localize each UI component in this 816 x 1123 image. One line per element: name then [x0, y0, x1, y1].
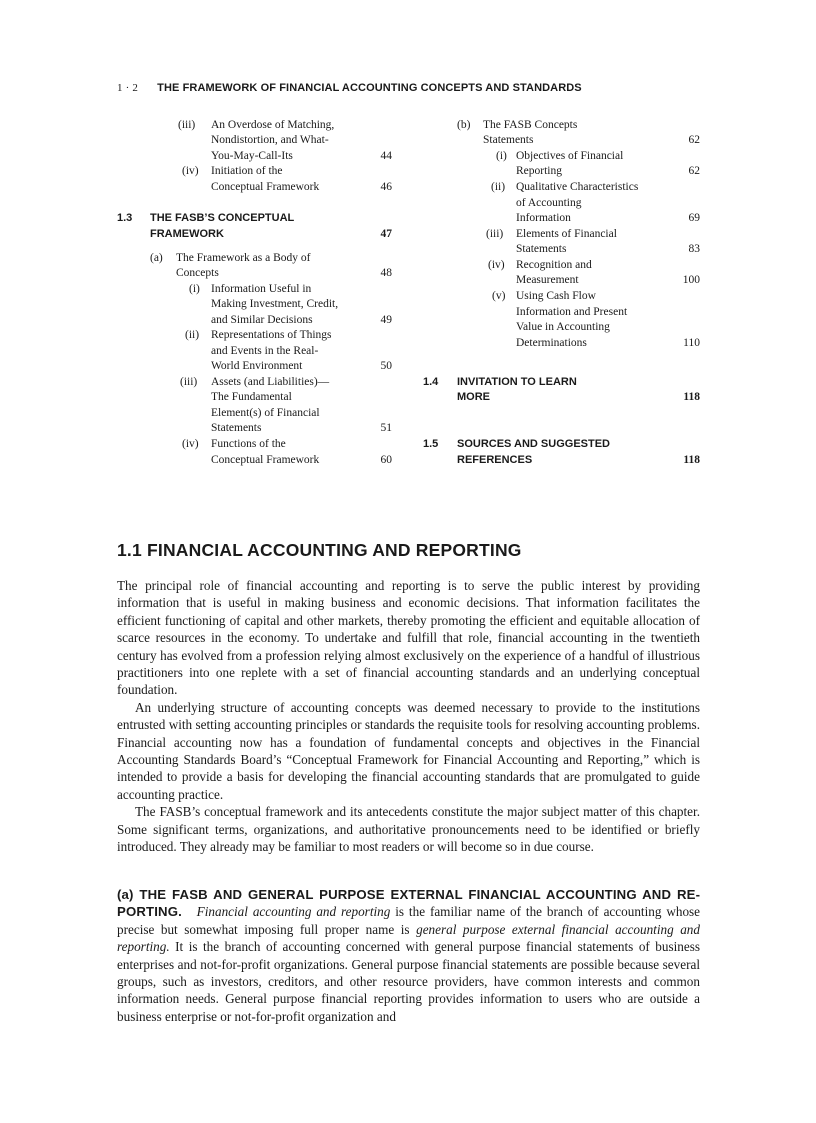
subsection	[117, 886, 700, 1025]
toc-entry-text: Conceptual Framework	[211, 181, 320, 193]
emphasis: general purpose external financial accounting and reporting.	[117, 921, 700, 955]
toc-entry-page: 44	[380, 150, 392, 162]
toc-entry-text: Concepts	[176, 267, 219, 279]
toc-entry-number: (iv)	[182, 165, 199, 177]
toc-entry-page: 49	[380, 314, 392, 326]
toc-entry-text: Qualitative Characteristics	[516, 181, 639, 193]
subsection-heading: (a) THE FASB AND GENERAL PURPOSE EXTERNAL FINANCIAL ACCOUNTING AND REPORTING.	[117, 887, 700, 920]
toc-entry-number: (i)	[189, 283, 200, 295]
toc-entry-number: (v)	[492, 290, 506, 302]
section-heading: 1.1 FINANCIAL ACCOUNTING AND REPORTING	[117, 540, 522, 560]
toc-section-text: MORE	[457, 391, 490, 403]
toc-entry-text: Statements	[483, 134, 534, 146]
toc-entry-page: 83	[688, 243, 700, 255]
toc-section-text: REFERENCES	[457, 454, 533, 466]
toc-section-number: 1.4	[423, 376, 439, 388]
toc-entry-text: Statements	[516, 243, 567, 255]
toc-entry-text: Reporting	[516, 165, 562, 177]
toc-entry-text: Information and Present	[516, 306, 628, 318]
toc-entry-text: and Similar Decisions	[211, 314, 313, 326]
toc-entry-text: Representations of Things	[211, 329, 332, 341]
body-text	[117, 577, 700, 856]
toc-entry-text: You-May-Call-Its	[211, 150, 293, 162]
toc-entry-page: 48	[380, 267, 392, 279]
toc-entry-text: of Accounting	[516, 197, 582, 209]
toc-section-text: SOURCES AND SUGGESTED	[457, 438, 611, 450]
toc-entry-text: and Events in the Real-	[211, 345, 319, 357]
toc-entry-number: (iii)	[486, 228, 504, 240]
toc-entry-text: The FASB Concepts	[483, 119, 578, 131]
toc-entry-text: Functions of the	[211, 438, 286, 450]
toc-section-page: 47	[380, 228, 392, 240]
toc-entry-text: The Fundamental	[211, 391, 292, 403]
toc-entry-text: The Framework as a Body of	[176, 252, 311, 264]
paragraph	[117, 886, 700, 1025]
toc-entry-text: Elements of Financial	[516, 228, 617, 240]
toc-entry-page: 60	[380, 454, 392, 466]
text-run: is the familiar name of the branch of accounting whose precise but somewhat imposing full proper name is	[117, 904, 701, 937]
toc-entry-text: Information Useful in	[211, 283, 312, 295]
toc-entry-text: Determinations	[516, 337, 587, 349]
toc-entry-text: Measurement	[516, 274, 579, 286]
toc-entry-text: Value in Accounting	[516, 321, 610, 333]
paragraph: The FASB’s conceptual framework and its antecedents constitute the major subject matter of this chapter. Some significant terms, organizations, and authoritative pronouncements need to be identified or briefly introduced. They already may be familiar to most readers or will become so in due course.	[117, 804, 700, 855]
toc-entry-number: (iii)	[180, 376, 198, 388]
toc-entry-text: Recognition and	[516, 259, 592, 271]
paragraph: The principal role of financial accounting and reporting is to serve the public interest by providing information that is useful in making business and economic decisions. That information facilitates the efficient functioning of capital and other markets, thereby promoting the efficient and equitable allocation of scarce resources in the economy. To undertake and fulfill that role, financial accounting in the twentieth century has evolved from a profession relying almost exclusively on the experience of a handful of illustrious practitioners into one replete with a set of financial accounting standards and an underlying conceptual foundation.	[117, 578, 700, 698]
toc-entry-number: (iv)	[182, 438, 199, 450]
toc-entry-text: Making Investment, Credit,	[211, 298, 339, 310]
toc-entry-number: (b)	[457, 119, 471, 131]
toc-entry-number: (iii)	[178, 119, 196, 131]
toc-entry-text: Element(s) of Financial	[211, 407, 320, 419]
toc-entry-text: Assets (and Liabilities)—	[211, 376, 330, 388]
toc-entry-page: 51	[380, 422, 392, 434]
toc-entry-text: Using Cash Flow	[516, 290, 596, 302]
toc-entry-text: World Environment	[211, 360, 303, 372]
page-separator: ·	[125, 82, 130, 94]
toc-entry-page: 69	[688, 212, 700, 224]
toc-entry-text: Initiation of the	[211, 165, 283, 177]
toc-entry-page: 62	[688, 165, 700, 177]
toc-entry-text: Statements	[211, 422, 262, 434]
toc-section-number: 1.5	[423, 438, 439, 450]
toc-section-page: 118	[683, 391, 700, 403]
toc-entry-text: Objectives of Financial	[516, 150, 624, 162]
page-number: 2	[132, 82, 138, 94]
toc-section-number: 1.3	[117, 212, 133, 224]
chapter-number: 1	[117, 82, 123, 94]
toc-section-text: THE FASB’S CONCEPTUAL	[150, 212, 295, 224]
toc-entry-number: (i)	[496, 150, 507, 162]
toc-entry-number: (ii)	[185, 329, 200, 341]
toc-entry-number: (a)	[150, 252, 163, 264]
toc-entry-text: Conceptual Framework	[211, 454, 320, 466]
toc-entry-page: 110	[683, 337, 700, 349]
toc-entry-page: 62	[688, 134, 700, 146]
running-head-title: THE FRAMEWORK OF FINANCIAL ACCOUNTING CONCEPTS AND STANDARDS	[157, 82, 582, 94]
paragraph: An underlying structure of accounting concepts was deemed necessary to provide to the institutions entrusted with setting accounting principles or standards the requisite tools for resolving accounting problems. Financial accounting now has a foundation of fundamental concepts and objectives in the Financial Accounting Standards Board’s “Conceptual Framework for Financial Accounting and Reporting,” which is intended to provide a basis for developing the financial accounting standards that are promulgated to guide accounting practice.	[117, 699, 700, 802]
toc-entry-text: Information	[516, 212, 571, 224]
toc-entry-text: Nondistortion, and What-	[211, 134, 329, 146]
toc-entry-number: (iv)	[488, 259, 505, 271]
emphasis: Financial accounting and reporting	[196, 904, 391, 920]
toc-right-column	[0, 0, 816, 480]
text-run: It is the branch of accounting concerned with general purpose financial statements of business enterprises and not-for-profit organizations. General purpose financial statements are possible because several groups, such as investors, creditors, and other resource providers, have common interests and common information needs. General purpose financial reporting provides information to users who are outside a business enterprise or not-for-profit organization and	[117, 939, 700, 1024]
toc-section-text: INVITATION TO LEARN	[457, 376, 577, 388]
toc-entry-text: An Overdose of Matching,	[211, 119, 335, 131]
toc-entry-page: 46	[380, 181, 392, 193]
toc-entry-page: 50	[380, 360, 392, 372]
toc-section-page: 118	[683, 454, 700, 466]
toc-entry-number: (ii)	[491, 181, 506, 193]
toc-section-text: FRAMEWORK	[150, 228, 224, 240]
toc-entry-page: 100	[682, 274, 700, 286]
